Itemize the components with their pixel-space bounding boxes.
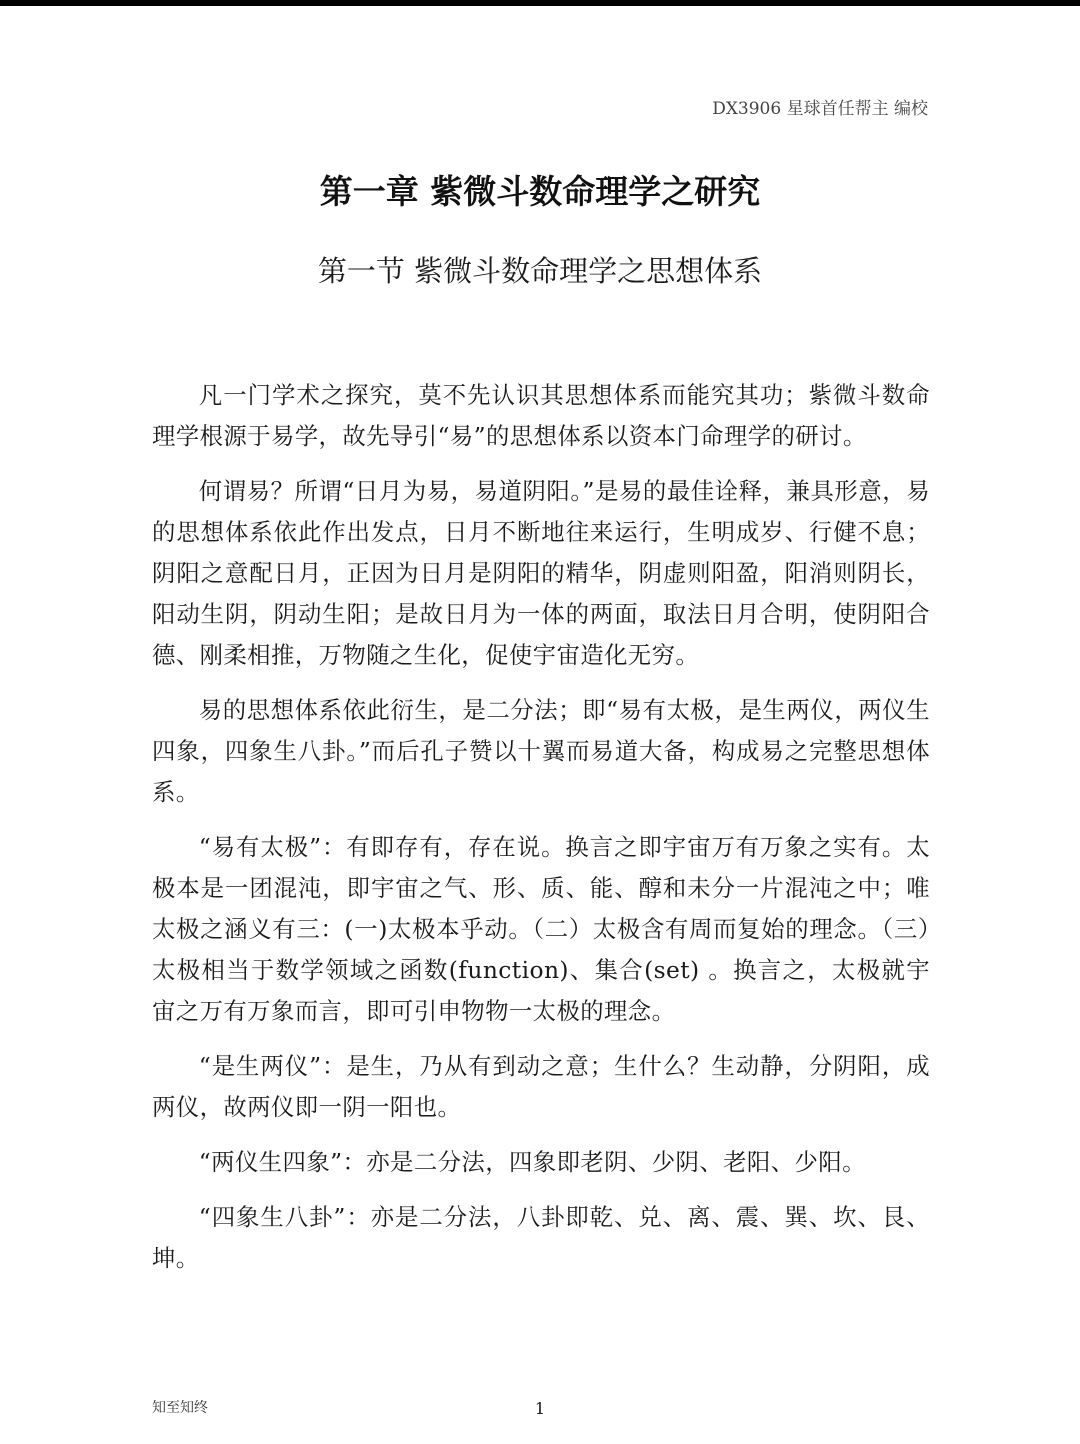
paragraph: 何谓易？所谓“日月为易，易道阴阳。”是易的最佳诠释，兼具形意，易的思想体系依此作出发点，日月不断地往来运行，生明成岁、行健不息；阴阳之意配日月，正因为日月是阴阳的精华，阴虚则阳盈，阳消则阴长，阳动生阴，阴动生阳；是故日月为一体的两面，取法日月合明，使阴阳合德、刚柔相推，万物随之生化，促使宇宙造化无穷。 (152, 477, 930, 669)
editor-note: DX3906 星球首任帮主 编校 (712, 99, 928, 119)
body-text (152, 375, 930, 1293)
footer-motto: 知至知终 (152, 1400, 208, 1416)
paragraph: “是生两仪”：是生，乃从有到动之意；生什么？生动静，分阴阳，成两仪，故两仪即一阴一阳也。 (152, 1052, 930, 1121)
paragraph: “四象生八卦”：亦是二分法，八卦即乾、兑、离、震、巽、坎、艮、坤。 (152, 1203, 930, 1272)
top-border-rule (0, 0, 1080, 6)
paragraph: “易有太极”：有即存有，存在说。换言之即宇宙万有万象之实有。太极本是一团混沌，即宇宙之气、形、质、能、醇和未分一片混沌之中；唯太极之涵义有三：(一)太极本乎动。（二）太极含有周而复始的理念。（三）太极相当于数学领域之函数(function)、集合(set) 。换言之，太极就宇宙之万有万象而言，即可引申物物一太极的理念。 (152, 833, 930, 1025)
chapter-title: 第一章 紫微斗数命理学之研究 (319, 172, 761, 211)
page-number: 1 (534, 1399, 546, 1418)
paragraph: “两仪生四象”：亦是二分法，四象即老阴、少阴、老阳、少阳。 (198, 1148, 866, 1176)
section-title: 第一节 紫微斗数命理学之思想体系 (317, 254, 763, 288)
paragraph: 易的思想体系依此衍生，是二分法；即“易有太极，是生两仪，两仪生四象，四象生八卦。”而后孔子赞以十翼而易道大备，构成易之完整思想体系。 (152, 696, 930, 806)
paragraph: 凡一门学术之探究，莫不先认识其思想体系而能究其功；紫微斗数命理学根源于易学，故先导引“易”的思想体系以资本门命理学的研讨。 (152, 381, 930, 450)
